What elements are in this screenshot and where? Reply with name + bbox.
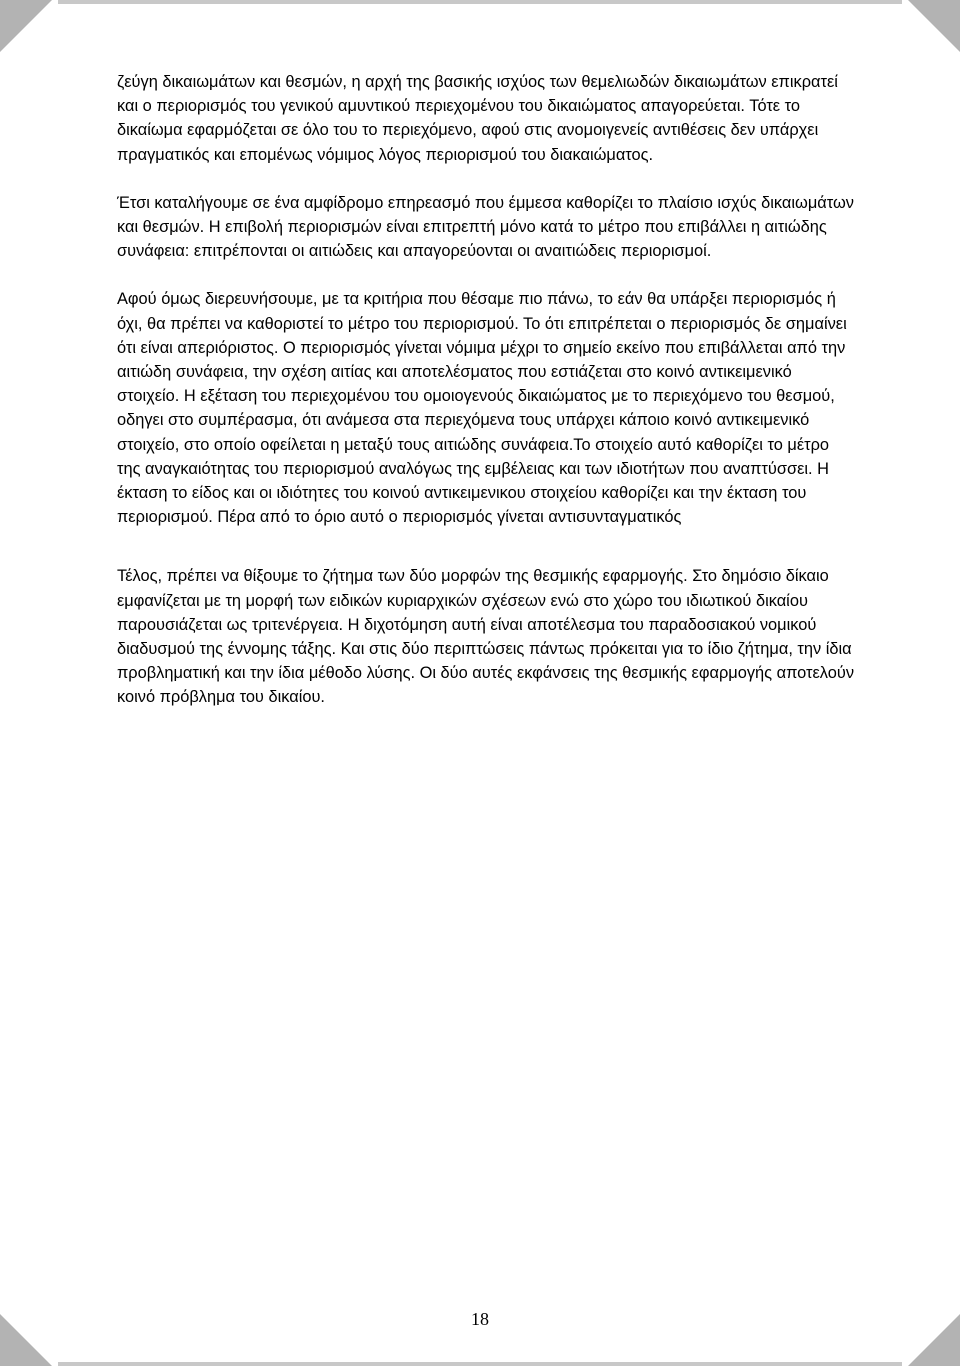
corner-mark-top-right <box>908 0 960 52</box>
page-edge-top <box>58 0 902 4</box>
paragraph-2: Έτσι καταλήγουμε σε ένα αμφίδρομο επηρεασμό που έμμεσα καθορίζει το πλαίσιο ισχύς δικαιωμάτων και θεσμών. Η επιβολή περιορισμών είναι επιτρεπτή μόνο κατά το μέτρο που επιβάλλει η αιτιώδης συνάφεια: επιτρέπονται οι αιτιώδεις και απαγορεύονται οι αναιτιώδεις περιορισμοί. <box>117 193 855 261</box>
corner-mark-top-left <box>0 0 52 52</box>
paragraph-1: ζεύγη δικαιωμάτων και θεσμών, η αρχή της βασικής ισχύος των θεμελιωδών δικαιωμάτων επικρατεί και ο περιορισμός του γενικού αμυντικού περιεχομένου του δικαιώματος απαγορεύεται. Τότε το δικαίωμα εφαρμόζεται σε όλο του το περιεχόμενο, αφού στις ανομοιγενείς αντιθέσεις δεν υπάρχει πραγματικός και επομένως νόμιμος λόγος περιορισμού του διακαιώματος. <box>117 73 838 164</box>
paragraph-4: Τέλος, πρέπει να θίξουμε το ζήτημα των δύο μορφών της θεσμικής εφαρμογής. Στο δημόσιο δίκαιο εμφανίζεται με τη μορφή των ειδικών κυριαρχικών σχέσεων ενώ στο χώρο του ιδιωτικού δικαίου παρουσιάζεται ως τριτενέργεια. Η διχοτόμηση αυτή είναι αποτέλεσμα του παραδοσιακού νομικού διαδυσμού της έννομης τάξης. Και στις δύο περιπτώσεις πάντως πρόκειται για το ίδιο ζήτημα, την ίδια προβληματική και την ίδια μέθοδο λύσης. Οι δύο αυτές εκφάνσεις της θεσμικής εφαρμογής αποτελούν κοινό πρόβλημα του δικαίου. <box>117 567 855 707</box>
page-body <box>117 70 857 734</box>
page-edge-bottom <box>58 1362 902 1366</box>
paragraph-3: Αφού όμως διερευνήσουμε, με τα κριτήρια που θέσαμε πιο πάνω, το εάν θα υπάρξει περιορισμός ή όχι, θα πρέπει να καθοριστεί το μέτρο του περιορισμού. Το ότι επιτρέπεται ο περιορισμός δε σημαίνει ότι είναι απεριόριστος. Ο περιορισμός γίνεται νόμιμα μέχρι το σημείο εκείνο που επιβάλλεται από την αιτιώδη συνάφεια, την σχέση αιτίας και αποτελέσματος που εστιάζεται στο κοινό αντικειμενικό στοιχείο. Η εξέταση του περιεχομένου του ομοιογενούς δικαιώματος με το περιεχόμενο του θεσμού, οδηγει στο συμπέρασμα, ότι ανάμεσα στα περιεχόμενα τους υπάρχει κάποιο κοινό αντικειμενικό στοιχείο, στο οποίο οφείλεται η μεταξύ τους αιτιώδης συνάφεια.Το στοιχείο αυτό καθορίζει το μέτρο της αναγκαιότητας του περιορισμού αναλόγως της εμβέλειας και των ιδιοτήτων που αναπτύσσει. Η έκταση το είδος και οι ιδιότητες του κοινού αντικειμενικου στοιχείου καθορίζει και την έκταση του περιορισμού. Πέρα από το όριο αυτό ο περιορισμός γίνεται αντισυνταγματικός <box>117 290 847 527</box>
page-number: 18 <box>471 1309 489 1329</box>
